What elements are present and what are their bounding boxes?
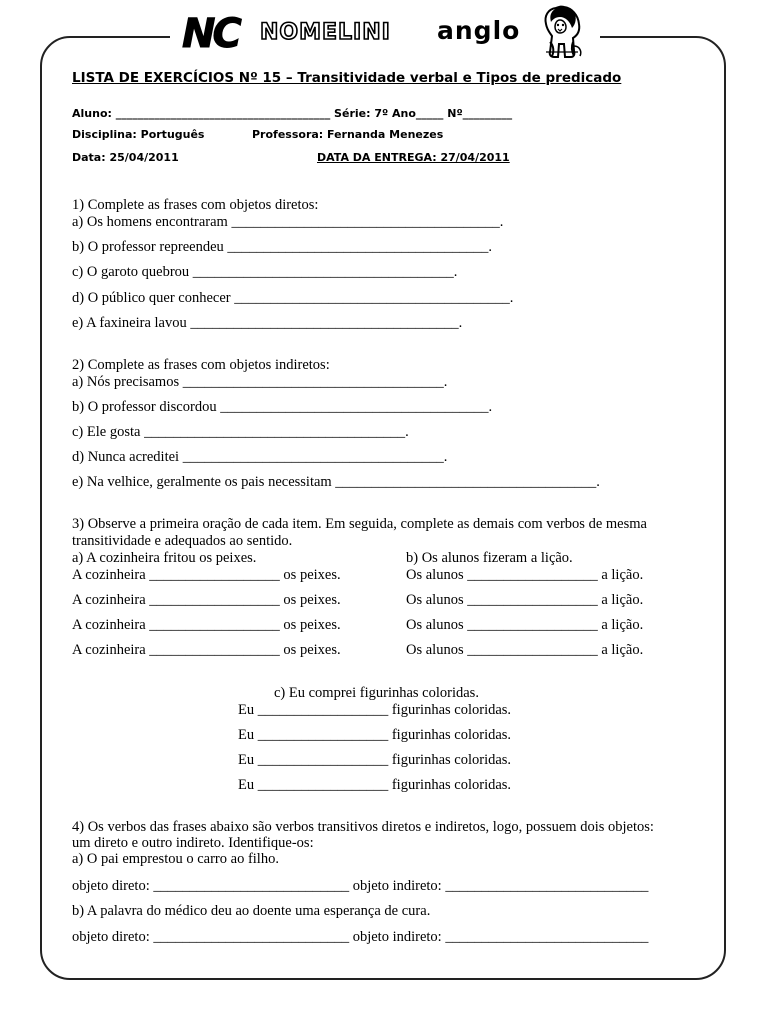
q3b-line-1: Os alunos __________________ a lição. [406,567,644,583]
q1-item-a: a) Os homens encontraram _____________________________________. [72,214,504,230]
q3b-line-3: Os alunos __________________ a lição. [406,617,644,633]
q2-item-d: d) Nunca acreditei ____________________________________. [72,449,448,465]
q3-prompt-line1: 3) Observe a primeira oração de cada item. Em seguida, complete as demais com verbos de mesma [72,516,647,532]
subject-field: Disciplina: Português [72,128,205,141]
q3c-line-3: Eu __________________ figurinhas coloridas. [238,752,512,768]
q4-prompt-line2: um direto e outro indireto. Identifique-os: [72,835,314,851]
q3a-line-1: A cozinheira __________________ os peixes. [72,567,341,583]
worksheet-title: LISTA DE EXERCÍCIOS Nº 15 – Transitividade verbal e Tipos de predicado [72,70,622,86]
q4-item-a: a) O pai emprestou o carro ao filho. [72,851,279,867]
q1-item-b: b) O professor repreendeu ____________________________________. [72,239,493,255]
q2-prompt: 2) Complete as frases com objetos indiretos: [72,357,330,373]
q1-item-e: e) A faxineira lavou _____________________________________. [72,315,463,331]
q2-item-b: b) O professor discordou _____________________________________. [72,399,493,415]
date-field: Data: 25/04/2011 [72,151,179,164]
q4b-answer-line: objeto direto: ___________________________ objeto indireto: ____________________________ [72,929,649,945]
lion-icon [538,2,588,60]
student-field: Aluno: _______________________________________ Série: 7º Ano_____ Nº_________ [72,107,513,120]
q3c-line-4: Eu __________________ figurinhas coloridas. [238,777,512,793]
q3b-line-2: Os alunos __________________ a lição. [406,592,644,608]
q4-item-b: b) A palavra do médico deu ao doente uma esperança de cura. [72,903,431,919]
q1-item-c: c) O garoto quebrou ____________________________________. [72,264,458,280]
q3a-line-4: A cozinheira __________________ os peixes. [72,642,341,658]
q3b-header: b) Os alunos fizeram a lição. [406,550,573,566]
logo-anglo: anglo [437,16,521,45]
due-date-field: DATA DA ENTREGA: 27/04/2011 [317,151,510,164]
q3a-line-2: A cozinheira __________________ os peixes. [72,592,341,608]
logo-school-name: NOMELINI [260,20,391,45]
q3a-header: a) A cozinheira fritou os peixes. [72,550,257,566]
q3c-line-2: Eu __________________ figurinhas coloridas. [238,727,512,743]
logo-nc: NC [182,11,239,57]
q3a-line-3: A cozinheira __________________ os peixes. [72,617,341,633]
q3-prompt-line2: transitividade e adequados ao sentido. [72,533,293,549]
q3c-header: c) Eu comprei figurinhas coloridas. [274,685,479,701]
q2-item-e: e) Na velhice, geralmente os pais necessitam ____________________________________. [72,474,600,490]
q4a-answer-line: objeto direto: ___________________________ objeto indireto: ____________________________ [72,878,649,894]
q4-prompt-line1: 4) Os verbos das frases abaixo são verbos transitivos diretos e indiretos, logo, possuem dois objetos: [72,819,654,835]
q1-item-d: d) O público quer conhecer ______________________________________. [72,290,514,306]
teacher-field: Professora: Fernanda Menezes [252,128,444,141]
q3c-line-1: Eu __________________ figurinhas coloridas. [238,702,512,718]
q1-prompt: 1) Complete as frases com objetos diretos: [72,197,319,213]
q3b-line-4: Os alunos __________________ a lição. [406,642,644,658]
q2-item-a: a) Nós precisamos ____________________________________. [72,374,448,390]
q2-item-c: c) Ele gosta ____________________________________. [72,424,409,440]
